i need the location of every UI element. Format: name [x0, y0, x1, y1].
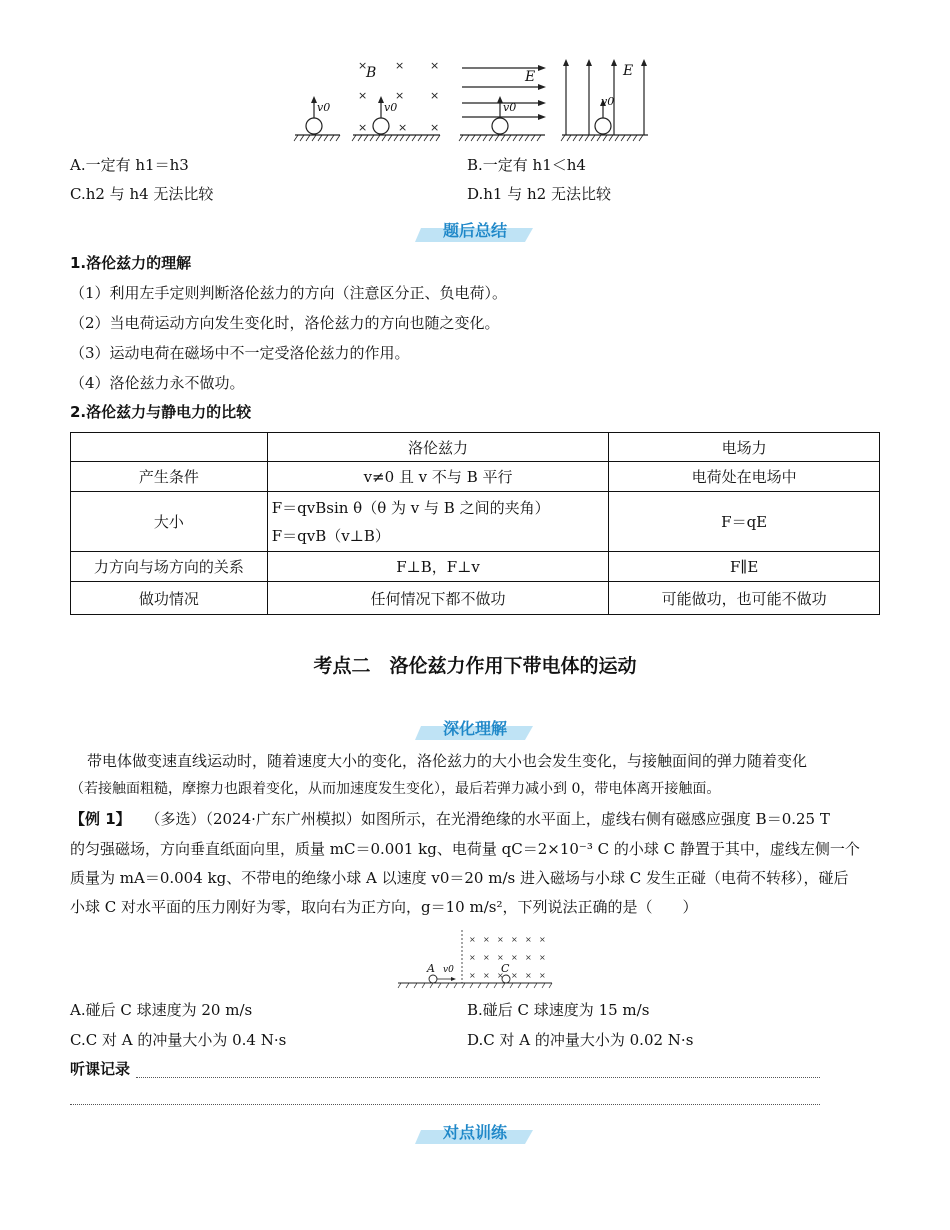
banner-deepen-text: 深化理解 [442, 719, 507, 738]
cross-mark: × [469, 953, 476, 962]
cross-mark: × [483, 953, 490, 962]
table-cell: F∥E [609, 552, 880, 582]
option-d[interactable]: D.h1 与 h2 无法比较 [467, 185, 611, 203]
cross-mark: × [497, 971, 504, 980]
banner-practice [415, 1120, 535, 1148]
cross-mark: × [539, 971, 546, 980]
table-header: 电场力 [609, 433, 880, 462]
example-tag: 【例 1】 [70, 810, 131, 828]
deepen-paragraph: （若接触面粗糙，摩擦力也跟着变化，从而加速度发生变化），最后若弹力减小到 0，带电体离开接触面。 [70, 781, 721, 797]
cross-mark: × [358, 121, 368, 134]
table-cell [267, 492, 609, 552]
banner-summary [415, 218, 535, 246]
summary-item: （2）当电荷运动方向发生变化时，洛伦兹力的方向也随之变化。 [70, 314, 500, 332]
table-header: 洛伦兹力 [267, 433, 609, 462]
summary-item: （4）洛伦兹力永不做功。 [70, 374, 245, 392]
cross-mark: × [398, 121, 408, 134]
option-a[interactable]: A.一定有 h1＝h3 [70, 156, 189, 174]
cross-mark: × [469, 935, 476, 944]
field-e-label: E [525, 69, 536, 85]
table-cell: 产生条件 [71, 462, 268, 492]
table-cell: F⊥B，F⊥v [267, 552, 609, 582]
table-cell: 电荷处在电场中 [609, 462, 880, 492]
v0-label: v0 [601, 95, 615, 108]
ball-a-label: A [427, 962, 435, 975]
table-header [71, 433, 268, 462]
cross-mark: × [483, 971, 490, 980]
summary-item: （3）运动电荷在磁场中不一定受洛伦兹力的作用。 [70, 344, 410, 362]
option-d[interactable]: D.C 对 A 的冲量大小为 0.02 N·s [467, 1031, 694, 1049]
table-row [71, 462, 880, 492]
table-cell: 力方向与场方向的关系 [71, 552, 268, 582]
cross-mark: × [430, 59, 440, 72]
table-row [71, 582, 880, 615]
top-figures [290, 55, 660, 145]
summary-heading-1: 1.洛伦兹力的理解 [70, 254, 192, 272]
banner-practice-text: 对点训练 [442, 1123, 507, 1142]
option-c[interactable]: C.h2 与 h4 无法比较 [70, 185, 214, 203]
table-row [71, 492, 880, 552]
cross-mark: × [525, 953, 532, 962]
cross-mark: × [511, 935, 518, 944]
v0-label: v0 [384, 101, 398, 114]
section-title: 考点二 洛伦兹力作用下带电体的运动 [313, 655, 637, 677]
banner-summary-text: 题后总结 [442, 221, 507, 240]
cross-mark: × [395, 89, 405, 102]
example-figure [395, 928, 555, 990]
table-cell: F＝qE [609, 492, 880, 552]
option-a[interactable]: A.碰后 C 球速度为 20 m/s [70, 1001, 253, 1019]
cross-mark: × [497, 935, 504, 944]
cross-mark: × [497, 953, 504, 962]
example-line [70, 808, 830, 830]
cross-mark: × [525, 971, 532, 980]
field-b-label: B [366, 65, 377, 81]
table-header-row [71, 433, 880, 462]
v0-label: v0 [503, 101, 517, 114]
example-line: 质量为 mA＝0.004 kg、不带电的绝缘小球 A 以速度 v0＝20 m/s 进入磁场与小球 C 发生正碰（电荷不转移），碰后 [70, 869, 849, 887]
table-cell: 任何情况下都不做功 [267, 582, 609, 615]
option-c[interactable]: C.C 对 A 的冲量大小为 0.4 N·s [70, 1031, 287, 1049]
cross-mark: × [539, 953, 546, 962]
summary-heading-2: 2.洛伦兹力与静电力的比较 [70, 403, 252, 421]
cross-mark: × [358, 89, 368, 102]
banner-deepen [415, 716, 535, 744]
v0-label: v0 [317, 101, 331, 114]
notes-label: 听课记录 [70, 1060, 131, 1078]
table-cell: 可能做功，也可能不做功 [609, 582, 880, 615]
option-b[interactable]: B.一定有 h1＜h4 [467, 156, 586, 174]
summary-item: （1）利用左手定则判断洛伦兹力的方向（注意区分正、负电荷）。 [70, 284, 508, 302]
cross-mark: × [483, 935, 490, 944]
table-cell: 做功情况 [71, 582, 268, 615]
example-line: 小球 C 对水平面的压力刚好为零，取向右为正方向，g＝10 m/s²，下列说法正确的是（ ） [70, 898, 698, 916]
table-cell: v≠0 且 v 不与 B 平行 [267, 462, 609, 492]
notes-line[interactable] [70, 1104, 820, 1105]
cross-mark: × [430, 89, 440, 102]
formula-line: F＝qvBsin θ（θ 为 v 与 B 之间的夹角） [271, 498, 550, 517]
cross-mark: × [430, 121, 440, 134]
formula-line: F＝qvB（v⊥B） [271, 526, 390, 545]
ball-c-label: C [501, 962, 510, 975]
option-b[interactable]: B.碰后 C 球速度为 15 m/s [467, 1001, 650, 1019]
deepen-paragraph: 带电体做变速直线运动时，随着速度大小的变化，洛伦兹力的大小也会发生变化，与接触面间的弹力随着变化 [87, 752, 808, 770]
cross-mark: × [511, 971, 518, 980]
cross-mark: × [395, 59, 405, 72]
notes-line[interactable] [136, 1077, 820, 1078]
v0-label: v0 [443, 965, 454, 975]
example-line: 的匀强磁场，方向垂直纸面向里，质量 mC＝0.001 kg、电荷量 qC＝2×10⁻³ C 的小球 C 静置于其中，虚线左侧一个 [70, 840, 860, 858]
cross-mark: × [539, 935, 546, 944]
cross-mark: × [358, 59, 368, 72]
cross-mark: × [525, 935, 532, 944]
table-cell: 大小 [71, 492, 268, 552]
cross-mark: × [469, 971, 476, 980]
field-e-label: E [623, 63, 634, 79]
cross-mark: × [511, 953, 518, 962]
comparison-table [70, 432, 880, 615]
example-text: （多选）（2024·广东广州模拟）如图所示，在光滑绝缘的水平面上，虚线右侧有磁感应强度 B＝0.25 T [145, 810, 830, 828]
table-row [71, 552, 880, 582]
